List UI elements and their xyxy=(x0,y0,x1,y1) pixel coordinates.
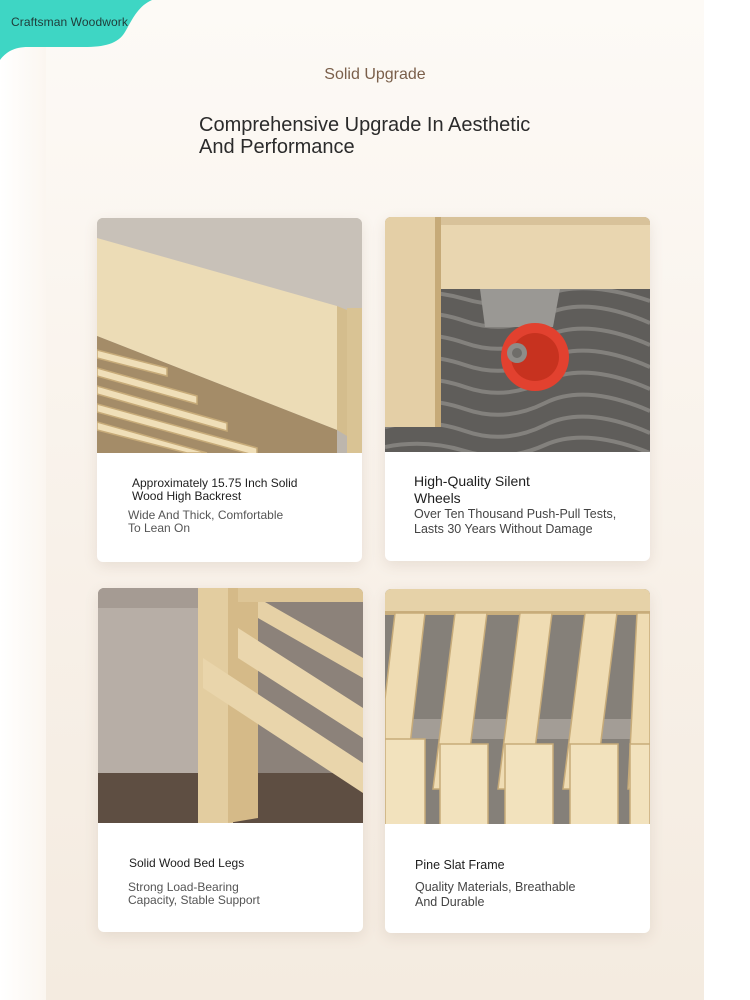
caster-wheel-photo xyxy=(385,217,650,452)
feature-title xyxy=(132,477,332,503)
feature-description xyxy=(128,509,328,535)
left-margin xyxy=(0,0,46,1000)
feature-description xyxy=(415,880,625,910)
feature-title-line-2: Wood High Backrest xyxy=(132,489,242,503)
feature-card-slats xyxy=(385,589,650,933)
bed-leg-photo xyxy=(98,588,363,823)
feature-desc-line-1: Quality Materials, Breathable xyxy=(415,880,576,894)
feature-desc-line-1: Strong Load-Bearing xyxy=(128,880,239,894)
section-eyebrow: Solid Upgrade xyxy=(324,66,426,83)
feature-title-line-1: Approximately 15.75 Inch Solid xyxy=(132,476,298,490)
feature-title xyxy=(129,856,329,870)
brand-tab-shape xyxy=(0,0,152,60)
feature-card-backrest xyxy=(97,218,362,562)
feature-card-legs xyxy=(98,588,363,932)
section-headline xyxy=(199,114,579,158)
feature-title xyxy=(414,473,614,507)
right-margin xyxy=(704,0,750,1000)
brand-name: Craftsman Woodwork xyxy=(11,15,128,29)
headline-line-2: And Performance xyxy=(199,136,355,158)
feature-desc-line-2: Lasts 30 Years Without Damage xyxy=(414,522,593,536)
slat-frame-photo xyxy=(385,589,650,824)
feature-desc-line-2: And Durable xyxy=(415,895,485,909)
feature-card-wheels xyxy=(385,217,650,561)
feature-description xyxy=(414,507,644,537)
feature-desc-line-2: Capacity, Stable Support xyxy=(128,893,260,907)
feature-title xyxy=(415,858,615,872)
feature-desc-line-1: Wide And Thick, Comfortable xyxy=(128,508,284,522)
feature-title-line-1: Solid Wood Bed Legs xyxy=(129,856,245,870)
feature-desc-line-2: To Lean On xyxy=(128,521,191,535)
feature-description xyxy=(128,881,328,907)
feature-title-line-2: Wheels xyxy=(414,490,461,506)
feature-desc-line-1: Over Ten Thousand Push-Pull Tests, xyxy=(414,507,617,521)
feature-title-line-1: High-Quality Silent xyxy=(414,473,530,489)
wooden-headboard-photo xyxy=(97,218,362,453)
brand-tab xyxy=(0,0,152,60)
feature-title-line-1: Pine Slat Frame xyxy=(415,858,505,872)
headline-line-1: Comprehensive Upgrade In Aesthetic xyxy=(199,114,531,136)
